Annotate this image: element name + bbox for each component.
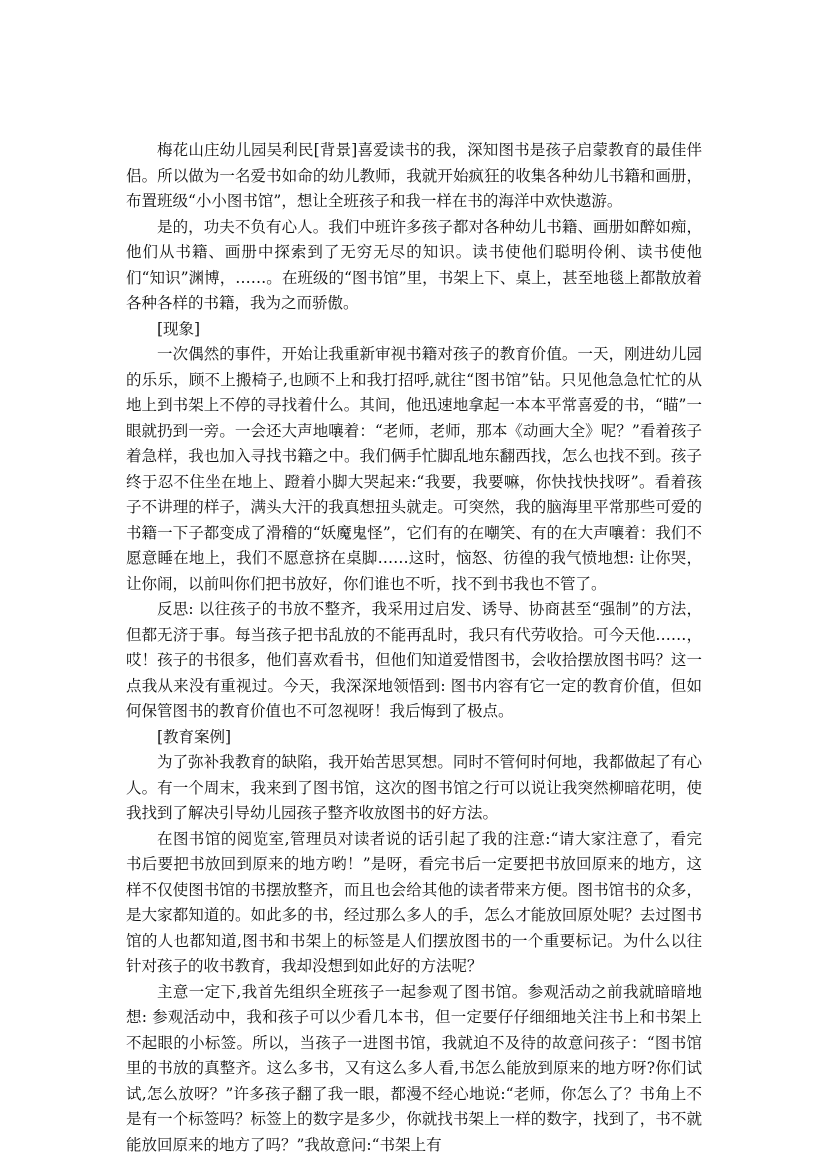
paragraph-background: 梅花山庄幼儿园吴利民[背景]喜爱读书的我，深知图书是孩子启蒙教育的最佳伴侣。所以做为一名爱书如命的幼儿教师，我就开始疯狂的收集各种幼儿书籍和画册，布置班级“小小图书馆”，想让全班孩子和我一样在书的海洋中欢快遨游。 xyxy=(126,141,702,210)
document-body xyxy=(126,138,702,1158)
paragraph-effort: 是的，功夫不负有心人。我们中班许多孩子都对各种幼儿书籍、画册如醉如痴，他们从书籍、画册中探索到了无穷无尽的知识。读书使他们聪明伶俐、读书使他们“知识”渊博，……。在班级的“图书馆”里，书架上下、桌上，甚至地毯上都散放着各种各样的书籍，我为之而骄傲。 xyxy=(126,217,702,312)
paragraph-librarian: 在图书馆的阅览室,管理员对读者说的话引起了我的注意:“请大家注意了，看完书后要把书放回到原来的地方哟！”是呀，看完书后一定要把书放回原来的地方，这样不仅使图书馆的书摆放整齐，而且也会给其他的读者带来方便。图书馆书的众多，是大家都知道的。如此多的书，经过那么多人的手，怎么才能放回原处呢？去过图书馆的人也都知道,图书和书架上的标签是人们摆放图书的一个重要标记。为什么以往针对孩子的收书教育，我却没想到如此好的方法呢？ xyxy=(126,829,702,975)
paragraph-reflection: 反思: 以往孩子的书放不整齐，我采用过启发、诱导、协商甚至“强制”的方法，但都无济于事。每当孩子把书乱放的不能再乱时，我只有代劳收拾。可今天他……，哎！孩子的书很多，他们喜欢看书，但他们知道爱惜图书，会收拾摆放图书吗？这一点我从来没有重视过。今天，我深深地领悟到: 图书内容有它一定的教育价值，但如何保管图书的教育价值也不可忽视呀！我后悔到了极点。 xyxy=(126,600,702,720)
paragraph-activity: 主意一定下,我首先组织全班孩子一起参观了图书馆。参观活动之前我就暗暗地想: 参观活动中，我和孩子可以少看几本书，但一定要仔仔细细地关注书上和书架上不起眼的小标签。所以，当孩子一进图书馆，我就迫不及待的故意问孩子：“图书馆里的书放的真整齐。这么多书，又有这么多人看,书怎么能放到原来的地方呀?你们试试,怎么放呀？”许多孩子翻了我一眼，都漫不经心地说:“老师，你怎么了？书角上不是有一个标签吗？标签上的数字是多少，你就找书架上一样的数字，找到了，书不就能放回原来的地方了吗？”我故意问:“书架上有 xyxy=(126,982,702,1154)
paragraph-incident: 一次偶然的事件，开始让我重新审视书籍对孩子的教育价值。一天，刚进幼儿园的乐乐，顾不上搬椅子,也顾不上和我打招呼,就往“图书馆”钻。只见他急急忙忙的从地上到书架上不停的寻找着什么。其间，他迅速地拿起一本本平常喜爱的书，“瞄”一眼就扔到一旁。一会还大声地嚷着：“老师，老师，那本《动画大全》呢？”看着孩子着急样，我也加入寻找书籍之中。我们俩手忙脚乱地东翻西找，怎么也找不到。孩子终于忍不住坐在地上、蹬着小脚大哭起来:“我要，我要嘛，你快找快找呀”。看着孩子不讲理的样子，满头大汗的我真想扭头就走。可突然，我的脑海里平常那些可爱的书籍一下子都变成了滑稽的“妖魔鬼怪”，它们有的在嘲笑、有的在大声嚷着：我们不愿意睡在地上，我们不愿意挤在桌脚……这时，恼怒、彷徨的我气愤地想: 让你哭，让你闹，以前叫你们把书放好，你们谁也不听，找不到书我也不管了。 xyxy=(126,345,702,593)
paragraph-library-visit: 为了弥补我教育的缺陷，我开始苦思冥想。同时不管何时何地，我都做起了有心人。有一个周末，我来到了图书馆，这次的图书馆之行可以说让我突然柳暗花明，使我找到了解决引导幼儿园孩子整齐收放图书的好方法。 xyxy=(126,753,702,822)
section-heading-case: [教育案例] xyxy=(157,727,232,746)
section-heading-phenomenon: [现象] xyxy=(157,319,201,338)
